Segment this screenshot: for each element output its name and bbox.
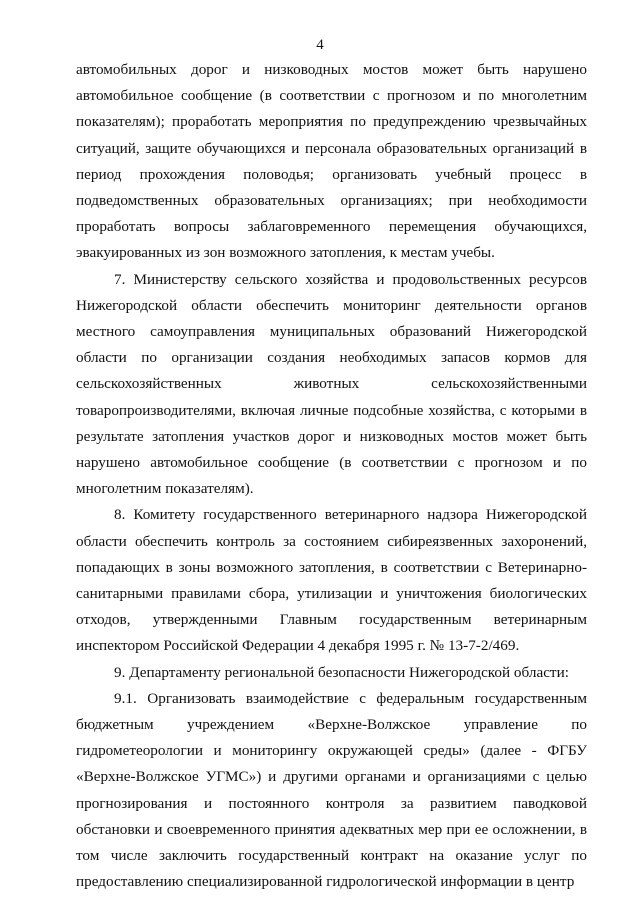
paragraph-item-9: 9. Департаменту региональной безопасности Нижегородской области: (114, 663, 569, 681)
paragraph-continuation: автомобильных дорог и низководных мостов может быть нарушено автомобильное сообщение (в соответствии с прогнозом и по многолетним показателям); проработать мероприятия по предупреждению чрезвычайных ситуаций, защите обучающихся и персонала образовательных организаций в период прохождения половодья; организовать учебный процесс в подведомственных образовательных организациях; при необходимости проработать вопросы заблаговременного перемещения обучающихся, эвакуированных из зон возможного затопления, к местам учебы. (76, 61, 587, 262)
document-body (76, 57, 587, 896)
page-number: 4 (316, 37, 324, 53)
paragraph-item-9-1: 9.1. Организовать взаимодействие с федеральным государственным бюджетным учреждением «Верхне-Волжское управление по гидрометеорологии и мониторингу окружающей среды» (далее - ФГБУ «Верхне-Волжское УГМС») и другими органами и организациями с целью прогнозирования и постоянного контроля за развитием паводковой обстановки и своевременного принятия адекватных мер при ее осложнении, в том числе заключить государственный контракт на оказание услуг по предоставлению специализированной гидрологической информации в центр (76, 689, 587, 891)
paragraph-item-7: 7. Министерству сельского хозяйства и продовольственных ресурсов Нижегородской области обеспечить мониторинг деятельности органов местного самоуправления муниципальных образований Нижегородской области по организации создания необходимых запасов кормов для сельскохозяйственных животных сельскохозяйственными товаропроизводителями, включая личные подсобные хозяйства, с которыми в результате затопления участков дорог и низководных мостов может быть нарушено автомобильное сообщение (в соответствии с прогнозом и по многолетним показателям). (76, 270, 587, 498)
paragraph-item-8: 8. Комитету государственного ветеринарного надзора Нижегородской области обеспечить контроль за состоянием сибиреязвенных захоронений, попадающих в зоны возможного затопления, в соответствии с Ветеринарно-санитарными правилами сбора, утилизации и уничтожения биологических отходов, утвержденными Главным государственным ветеринарным инспектором Российской Федерации 4 декабря 1995 г. № 13-7-2/469. (76, 506, 587, 655)
